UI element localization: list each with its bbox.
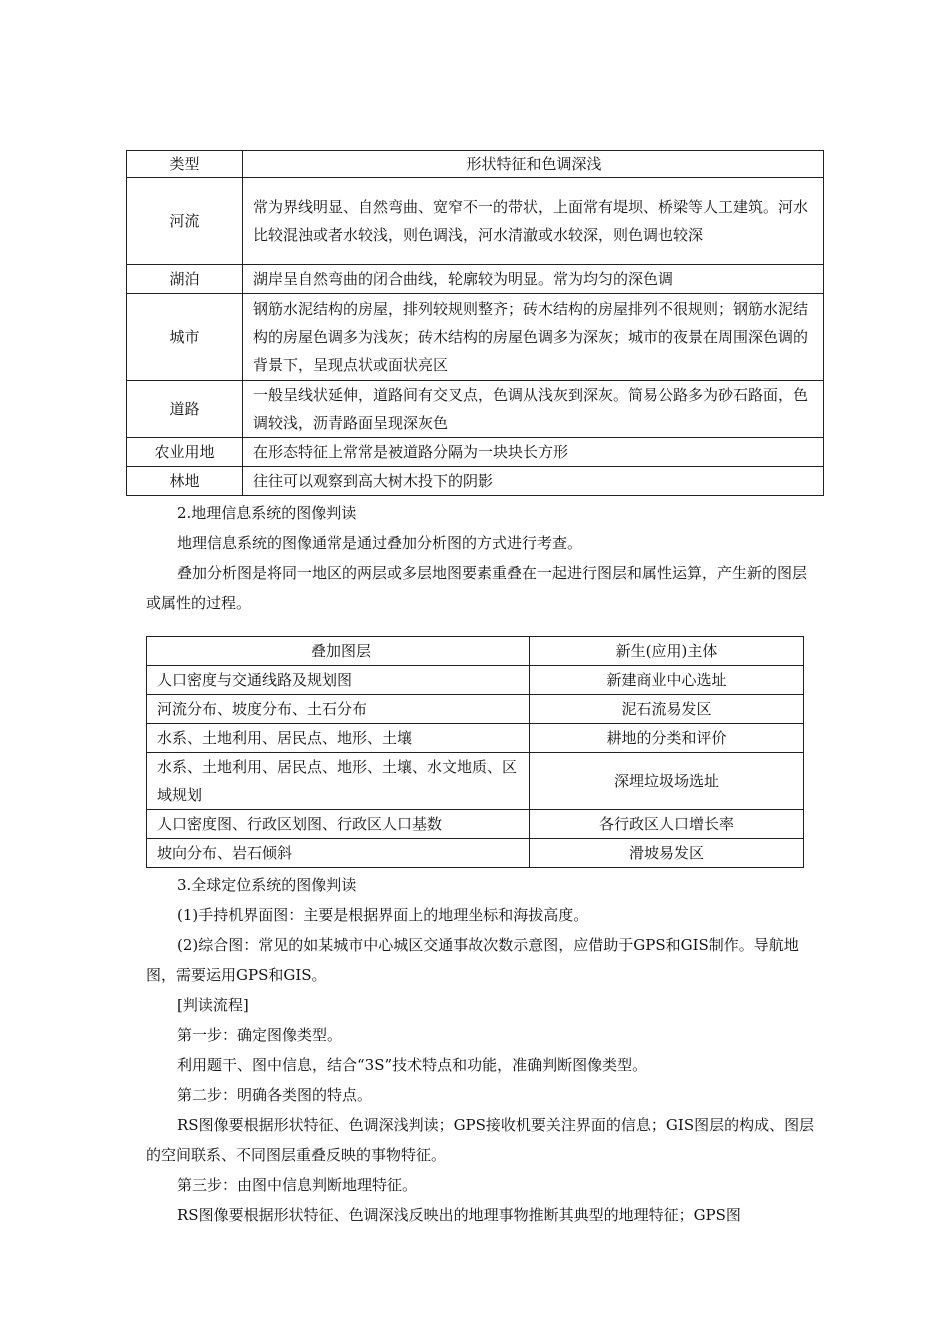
gis-paragraph-1: 地理信息系统的图像通常是通过叠加分析图的方式进行考查。 [177,534,583,552]
row-layers: 河流分布、坡度分布、土石分布 [147,695,530,724]
table-row [147,724,804,753]
rs-feature-table [126,150,824,496]
gps-heading: 3.全球定位系统的图像判读 [177,876,357,894]
step2-detail: RS图像要根据形状特征、色调深浅判读；GPS接收机要关注界面的信息；GIS图层的构成、图层的空间联系、不同图层重叠反映的事物特征。 [146,1116,815,1164]
table-row [127,294,824,381]
header-feature: 形状特征和色调深浅 [243,151,824,178]
row-result: 滑坡易发区 [530,839,804,868]
header-result: 新生(应用)主体 [530,637,804,666]
table-row [147,695,804,724]
step3-heading: 第三步：由图中信息判断地理特征。 [177,1176,418,1194]
row-desc: 一般呈线状延伸，道路间有交叉点，色调从浅灰到深灰。简易公路多为砂石路面，色调较浅，沥青路面呈现深灰色 [243,381,824,438]
table-header-row [147,637,804,666]
row-desc: 常为界线明显、自然弯曲、宽窄不一的带状，上面常有堤坝、桥梁等人工建筑。河水比较混浊或者水较浅，则色调浅，河水清澈或水较深，则色调也较深 [243,178,824,265]
row-layers: 水系、土地利用、居民点、地形、土壤 [147,724,530,753]
table-row [127,381,824,438]
row-type: 河流 [127,178,243,265]
row-type: 湖泊 [127,265,243,294]
header-layers: 叠加图层 [147,637,530,666]
table-row [127,178,824,265]
row-type: 道路 [127,381,243,438]
row-result: 泥石流易发区 [530,695,804,724]
row-result: 深埋垃圾场选址 [530,753,804,810]
gps-paragraph-2: (2)综合图：常见的如某城市中心城区交通事故次数示意图，应借助于GPS和GIS制作。导航地图，需要运用GPS和GIS。 [146,936,799,984]
row-desc: 在形态特征上常常是被道路分隔为一块块长方形 [243,438,824,467]
row-layers: 水系、土地利用、居民点、地形、土壤、水文地质、区域规划 [147,753,530,810]
row-type: 城市 [127,294,243,381]
flow-heading: [判读流程] [177,996,249,1014]
gis-paragraph-2: 叠加分析图是将同一地区的两层或多层地图要素重叠在一起进行图层和属性运算，产生新的图层或属性的过程。 [146,564,808,612]
row-layers: 坡向分布、岩石倾斜 [147,839,530,868]
step1-heading: 第一步：确定图像类型。 [177,1026,343,1044]
step2-heading: 第二步：明确各类图的特点。 [177,1086,373,1104]
table-row [147,810,804,839]
table-row [147,753,804,810]
table-row [127,265,824,294]
header-type: 类型 [127,151,243,178]
row-desc: 钢筋水泥结构的房屋，排列较规则整齐；砖木结构的房屋排列不很规则；钢筋水泥结构的房屋色调多为浅灰；砖木结构的房屋色调多为深灰；城市的夜景在周围深色调的背景下，呈现点状或面状亮区 [243,294,824,381]
row-desc: 往往可以观察到高大树木投下的阴影 [243,467,824,496]
overlay-analysis-table [146,636,804,868]
row-desc: 湖岸呈自然弯曲的闭合曲线，轮廓较为明显。常为均匀的深色调 [243,265,824,294]
step3-detail: RS图像要根据形状特征、色调深浅反映出的地理事物推断其典型的地理特征；GPS图 [177,1206,741,1224]
table-row [127,467,824,496]
row-layers: 人口密度图、行政区划图、行政区人口基数 [147,810,530,839]
step1-detail: 利用题干、图中信息，结合“3S”技术特点和功能，准确判断图像类型。 [177,1056,648,1074]
row-result: 各行政区人口增长率 [530,810,804,839]
row-result: 耕地的分类和评价 [530,724,804,753]
row-layers: 人口密度与交通线路及规划图 [147,666,530,695]
gis-heading: 2.地理信息系统的图像判读 [177,504,357,522]
row-result: 新建商业中心选址 [530,666,804,695]
gps-paragraph-1: (1)手持机界面图：主要是根据界面上的地理坐标和海拔高度。 [177,906,589,924]
table-row [147,666,804,695]
row-type: 林地 [127,467,243,496]
table-row [147,839,804,868]
row-type: 农业用地 [127,438,243,467]
table-row [127,438,824,467]
table-header-row [127,151,824,178]
